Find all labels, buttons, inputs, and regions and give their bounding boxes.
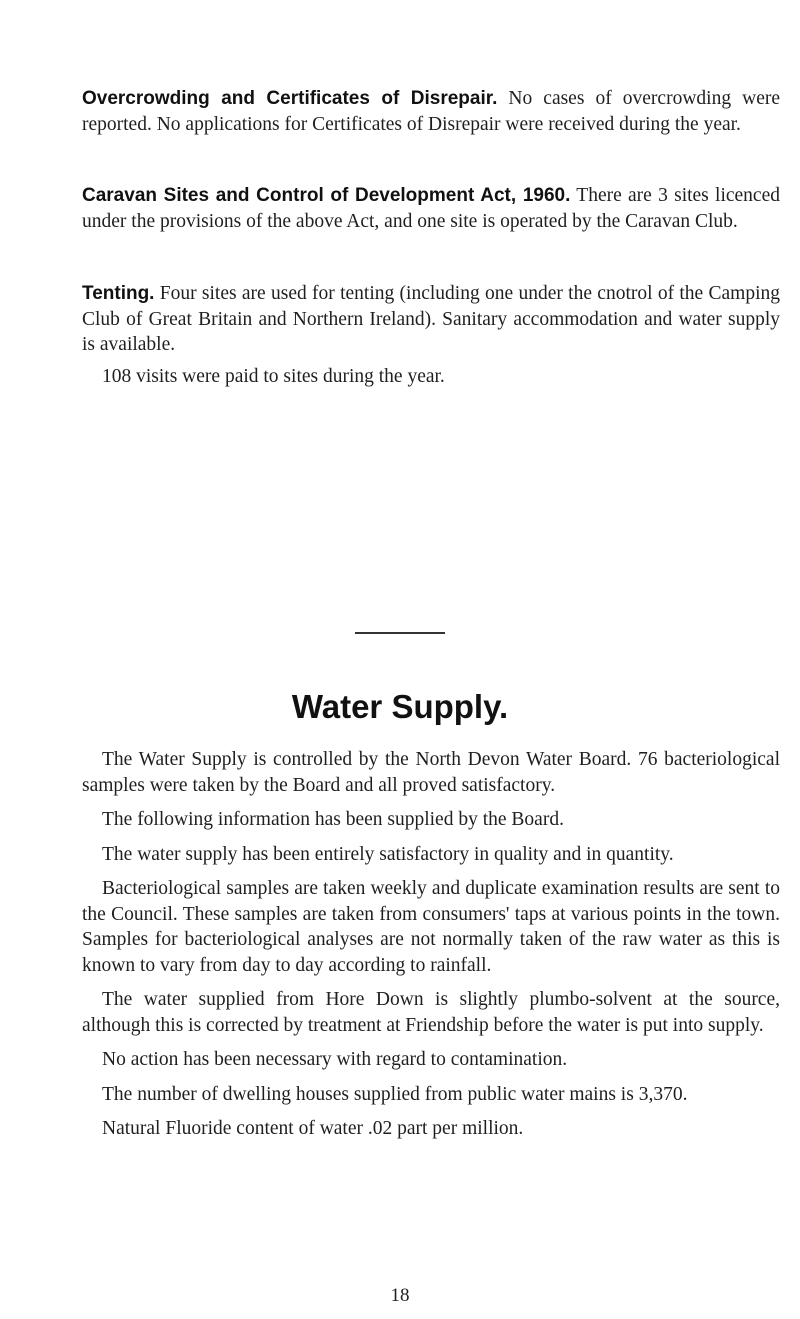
water-paragraph: The water supplied from Hore Down is slightly plumbo-solvent at the source, although this is corrected by treatment at Friendship before the water is put into supply. [82,989,780,1036]
tenting-paragraph [82,281,780,389]
water-paragraph: The number of dwelling houses supplied from public water mains is 3,370. [102,1083,688,1105]
water-paragraph: The following information has been supplied by the Board. [102,809,564,830]
page-number: 18 [390,1285,410,1306]
tenting-text: Four sites are used for tenting (including one under the cnotrol of the Camping Club of Great Britain and Northern Ireland). Sanitary accommodation and water supply is available. [82,283,781,355]
water-paragraph: Natural Fluoride content of water .02 part per million. [102,1118,524,1139]
overcrowding-paragraph [82,86,780,137]
caravan-text: There are 3 sites licenced under the provisions of the above Act, and one site is operated by the Caravan Club. [82,185,780,232]
water-paragraph: The Water Supply is controlled by the North Devon Water Board. 76 bacteriological samples were taken by the Board and all proved satisfactory. [82,749,780,796]
tenting-heading: Tenting. [82,283,155,304]
caravan-heading: Caravan Sites and Control of Development Act, 1960. [82,185,571,206]
caravan-paragraph [82,183,780,234]
water-paragraph: No action has been necessary with regard to contamination. [102,1049,568,1070]
water-paragraph: Bacteriological samples are taken weekly and duplicate examination results are sent to the Council. These samples are taken from consumers' taps at various points in the town. Samples for bacteriological analyses are not normally taken of the raw water as this is known to vary from day to day according to rainfall. [82,878,780,976]
tenting-visits: 108 visits were paid to sites during the year. [102,365,445,387]
water-supply-body [82,747,780,1151]
overcrowding-text: No cases of overcrowding were reported. No applications for Certificates of Disrepair were received during the year. [82,88,780,135]
section-divider [355,632,445,634]
overcrowding-heading: Overcrowding and Certificates of Disrepair. [82,88,498,109]
water-supply-title: Water Supply. [291,688,509,725]
water-paragraph: The water supply has been entirely satisfactory in quality and in quantity. [102,843,674,865]
